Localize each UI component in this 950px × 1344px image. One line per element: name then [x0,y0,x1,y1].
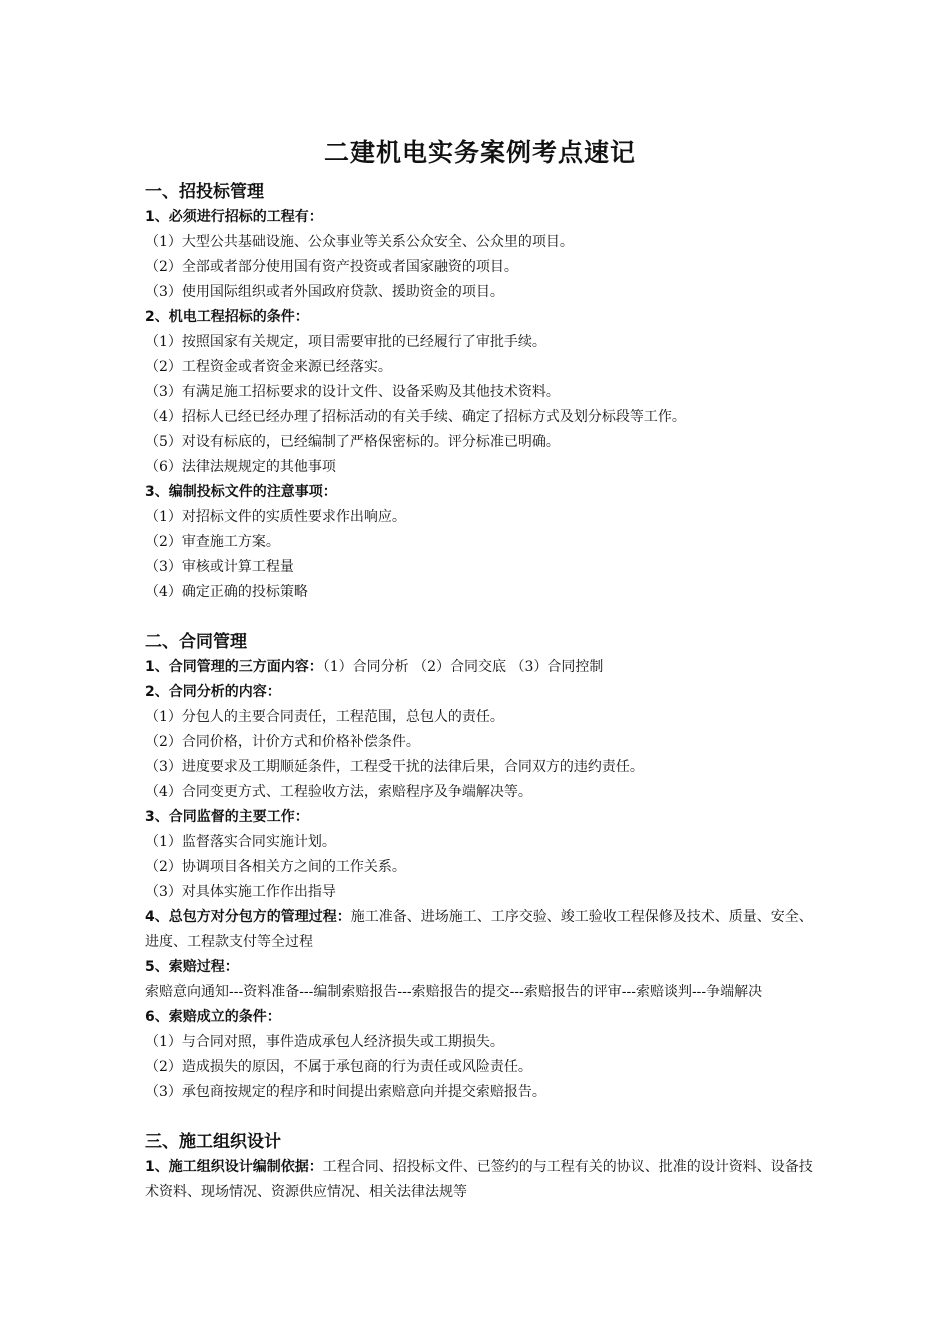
question-heading: 2、机电工程招标的条件： [145,309,309,325]
question [145,480,815,505]
section-heading: 三、施工组织设计 [145,1132,281,1152]
question-heading: 3、编制投标文件的注意事项： [145,484,337,500]
answer-line: （2）工程资金或者资金来源已经落实。 [145,359,392,375]
question [145,655,815,680]
document-title: 二建机电实务案例考点速记 [323,138,636,167]
answer-line: （2）合同价格，计价方式和价格补偿条件。 [145,734,420,750]
section [145,629,815,1105]
answer-line: （2）协调项目各相关方之间的工作关系。 [145,859,406,875]
answer-line: （4）合同变更方式、工程验收方法，索赔程序及争端解决等。 [145,784,532,800]
answer-line: （1）分包人的主要合同责任，工程范围，总包人的责任。 [145,709,504,725]
answer-line: （1）按照国家有关规定，项目需要审批的已经履行了审批手续。 [145,334,546,350]
section-heading: 一、招投标管理 [145,182,264,202]
section [145,1129,815,1205]
answer-line: （4）招标人已经已经办理了招标活动的有关手续、确定了招标方式及划分标段等工作。 [145,409,686,425]
document-page [145,133,815,1205]
question-heading: 1、施工组织设计编制依据： [145,1159,323,1175]
question [145,1005,815,1030]
answer-line: （1）对招标文件的实质性要求作出响应。 [145,509,406,525]
question-heading: 3、合同监督的主要工作： [145,809,309,825]
answer-line: （2）全部或者部分使用国有资产投资或者国家融资的项目。 [145,259,518,275]
section-gap [145,605,815,629]
answer-line: （3）审核或计算工程量 [145,559,294,575]
answer-line: （3）进度要求及工期顺延条件，工程受干扰的法律后果，合同双方的违约责任。 [145,759,644,775]
document-body [145,179,815,1205]
answer-line: （3）对具体实施工作作出指导 [145,884,336,900]
question-heading: 5、索赔过程： [145,959,239,975]
question-heading: 4、总包方对分包方的管理过程： [145,909,351,925]
question-inline-answer: 工程合同、招投标文件、已签约的与工程有关的协议、批准的设计资料、设备技术资料、现场情况、资源供应情况、相关法律法规等 [145,1159,813,1200]
question [145,805,815,830]
question-inline-answer: （1）合同分析 （2）合同交底 （3）合同控制 [322,659,604,675]
question [145,955,815,980]
question [145,305,815,330]
section-gap [145,1105,815,1129]
answer-line: （5）对设有标底的，已经编制了严格保密标的。评分标准已明确。 [145,434,560,450]
question-heading: 6、索赔成立的条件： [145,1009,281,1025]
question-heading: 2、合同分析的内容： [145,684,281,700]
section [145,179,815,605]
answer-line: （1）大型公共基础设施、公众事业等关系公众安全、公众里的项目。 [145,234,574,250]
answer-line: （3）使用国际组织或者外国政府贷款、援助资金的项目。 [145,284,504,300]
answer-line: （6）法律法规规定的其他事项 [145,459,336,475]
answer-line: 索赔意向通知---资料准备---编制索赔报告---索赔报告的提交---索赔报告的评审---索赔谈判---争端解决 [145,984,763,1000]
question [145,680,815,705]
answer-line: （1）与合同对照，事件造成承包人经济损失或工期损失。 [145,1034,504,1050]
question-heading: 1、必须进行招标的工程有： [145,209,323,225]
question-inline-answer: 施工准备、进场施工、工序交验、竣工验收工程保修及技术、质量、安全、进度、工程款支付等全过程 [145,909,813,950]
answer-line: （3）有满足施工招标要求的设计文件、设备采购及其他技术资料。 [145,384,560,400]
answer-line: （4）确定正确的投标策略 [145,584,308,600]
question [145,205,815,230]
question [145,1155,815,1205]
answer-line: （2）审查施工方案。 [145,534,280,550]
answer-line: （2）造成损失的原因，不属于承包商的行为责任或风险责任。 [145,1059,532,1075]
section-heading: 二、合同管理 [145,632,247,652]
question [145,905,815,955]
question-heading: 1、合同管理的三方面内容： [145,659,323,675]
answer-line: （1）监督落实合同实施计划。 [145,834,336,850]
answer-line: （3）承包商按规定的程序和时间提出索赔意向并提交索赔报告。 [145,1084,546,1100]
